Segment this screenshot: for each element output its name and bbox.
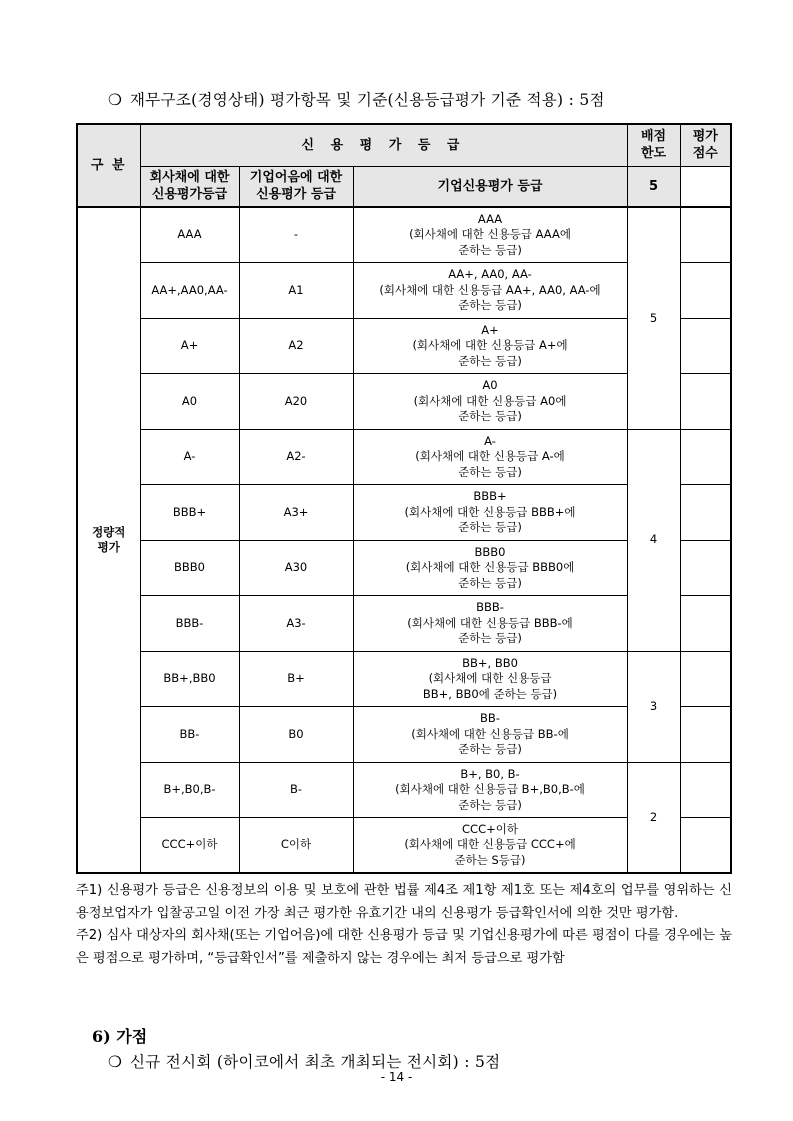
sub-item: [108, 1050, 500, 1072]
cp-grade-cell: A1: [239, 263, 353, 319]
company-grade-cell: A0 (회사채에 대한 신용등급 A0에 준하는 등급): [353, 374, 627, 430]
company-grade-cell: CCC+이하 (회사채에 대한 신용등급 CCC+에 준하는 S등급): [353, 818, 627, 874]
note-2: 주2) 심사 대상자의 회사채(또는 기업어음)에 대한 신용평가 등급 및 기업신용평가에 따른 평점이 다를 경우에는 높은 평점으로 평가하며, “등급확인서”를 제출하지 않는 경우에는 최저 등급으로 평가함: [76, 928, 732, 966]
cp-grade-cell: -: [239, 207, 353, 263]
header-category: 구 분: [77, 124, 140, 207]
corp-bond-grade-cell: BBB0: [140, 540, 239, 596]
score-cell[interactable]: [680, 485, 731, 541]
circle-bullet-icon: ❍: [108, 1053, 123, 1071]
cp-grade-cell: B0: [239, 707, 353, 763]
points-cell: 4: [627, 429, 680, 651]
cp-grade-cell: A3+: [239, 485, 353, 541]
cp-grade-cell: A2: [239, 318, 353, 374]
company-grade-cell: B+, B0, B- (회사채에 대한 신용등급 B+,B0,B-에 준하는 등급): [353, 762, 627, 818]
company-grade-cell: BBB+ (회사채에 대한 신용등급 BBB+에 준하는 등급): [353, 485, 627, 541]
score-cell[interactable]: [680, 596, 731, 652]
table-row: [77, 651, 731, 707]
header-cp-grade: 기업어음에 대한 신용평가 등급: [239, 166, 353, 207]
cp-grade-cell: A30: [239, 540, 353, 596]
header-corp-bond-grade: 회사채에 대한 신용평가등급: [140, 166, 239, 207]
score-cell[interactable]: [680, 374, 731, 430]
corp-bond-grade-cell: A-: [140, 429, 239, 485]
company-grade-cell: BB+, BB0 (회사채에 대한 신용등급 BB+, BB0에 준하는 등급): [353, 651, 627, 707]
score-cell[interactable]: [680, 263, 731, 319]
corp-bond-grade-cell: A0: [140, 374, 239, 430]
company-grade-cell: BBB- (회사채에 대한 신용등급 BBB-에 준하는 등급): [353, 596, 627, 652]
company-grade-cell: A- (회사채에 대한 신용등급 A-에 준하는 등급): [353, 429, 627, 485]
cp-grade-cell: C이하: [239, 818, 353, 874]
corp-bond-grade-cell: CCC+이하: [140, 818, 239, 874]
table-row: [77, 762, 731, 818]
corp-bond-grade-cell: BB+,BB0: [140, 651, 239, 707]
score-cell[interactable]: [680, 318, 731, 374]
heading-text: 재무구조(경영상태) 평가항목 및 기준(신용등급평가 기준 적용) : 5점: [130, 91, 605, 109]
company-grade-cell: A+ (회사채에 대한 신용등급 A+에 준하는 등급): [353, 318, 627, 374]
header-credit-grade: 신 용 평 가 등 급: [140, 124, 627, 166]
score-cell[interactable]: [680, 207, 731, 263]
table-row: [77, 429, 731, 485]
cp-grade-cell: B+: [239, 651, 353, 707]
page-number: - 14 -: [380, 1070, 413, 1084]
cp-grade-cell: B-: [239, 762, 353, 818]
score-cell[interactable]: [680, 762, 731, 818]
score-cell[interactable]: [680, 707, 731, 763]
score-cell[interactable]: [680, 540, 731, 596]
note-1: 주1) 신용평가 등급은 신용정보의 이용 및 보호에 관한 법률 제4조 제1항 제1호 또는 제4호의 업무를 영위하는 신용정보업자가 입찰공고일 이전 가장 최근 평가한 유효기간 내의 신용평가 등급확인서에 의한 것만 평가함.: [76, 883, 732, 921]
cp-grade-cell: A2-: [239, 429, 353, 485]
header-max-value: 5: [627, 166, 680, 207]
corp-bond-grade-cell: BBB-: [140, 596, 239, 652]
header-score-value: [680, 166, 731, 207]
score-cell[interactable]: [680, 818, 731, 874]
company-grade-cell: BB- (회사채에 대한 신용등급 BB-에 준하는 등급): [353, 707, 627, 763]
points-cell: 3: [627, 651, 680, 762]
company-grade-cell: BBB0 (회사채에 대한 신용등급 BBB0에 준하는 등급): [353, 540, 627, 596]
corp-bond-grade-cell: BBB+: [140, 485, 239, 541]
cp-grade-cell: A3-: [239, 596, 353, 652]
section-heading: [108, 88, 605, 110]
sub-item-text: 신규 전시회 (하이코에서 최초 개최되는 전시회) : 5점: [130, 1053, 501, 1071]
section-title: 6) 가점: [92, 1027, 148, 1046]
corp-bond-grade-cell: A+: [140, 318, 239, 374]
company-grade-cell: AAA (회사채에 대한 신용등급 AAA에 준하는 등급): [353, 207, 627, 263]
header-max-points: 배점 한도: [627, 124, 680, 166]
credit-grade-table: [76, 123, 732, 874]
circle-bullet-icon: ❍: [108, 91, 123, 109]
score-cell[interactable]: [680, 651, 731, 707]
corp-bond-grade-cell: B+,B0,B-: [140, 762, 239, 818]
company-grade-cell: AA+, AA0, AA- (회사채에 대한 신용등급 AA+, AA0, AA-에 준하는 등급): [353, 263, 627, 319]
corp-bond-grade-cell: AA+,AA0,AA-: [140, 263, 239, 319]
table-row: [77, 207, 731, 263]
header-score: 평가 점수: [680, 124, 731, 166]
corp-bond-grade-cell: AAA: [140, 207, 239, 263]
score-cell[interactable]: [680, 429, 731, 485]
points-cell: 5: [627, 207, 680, 429]
points-cell: 2: [627, 762, 680, 873]
corp-bond-grade-cell: BB-: [140, 707, 239, 763]
category-quantitative: 정량적 평가: [77, 207, 140, 873]
header-company-grade: 기업신용평가 등급: [353, 166, 627, 207]
table-notes: [76, 880, 732, 970]
cp-grade-cell: A20: [239, 374, 353, 430]
